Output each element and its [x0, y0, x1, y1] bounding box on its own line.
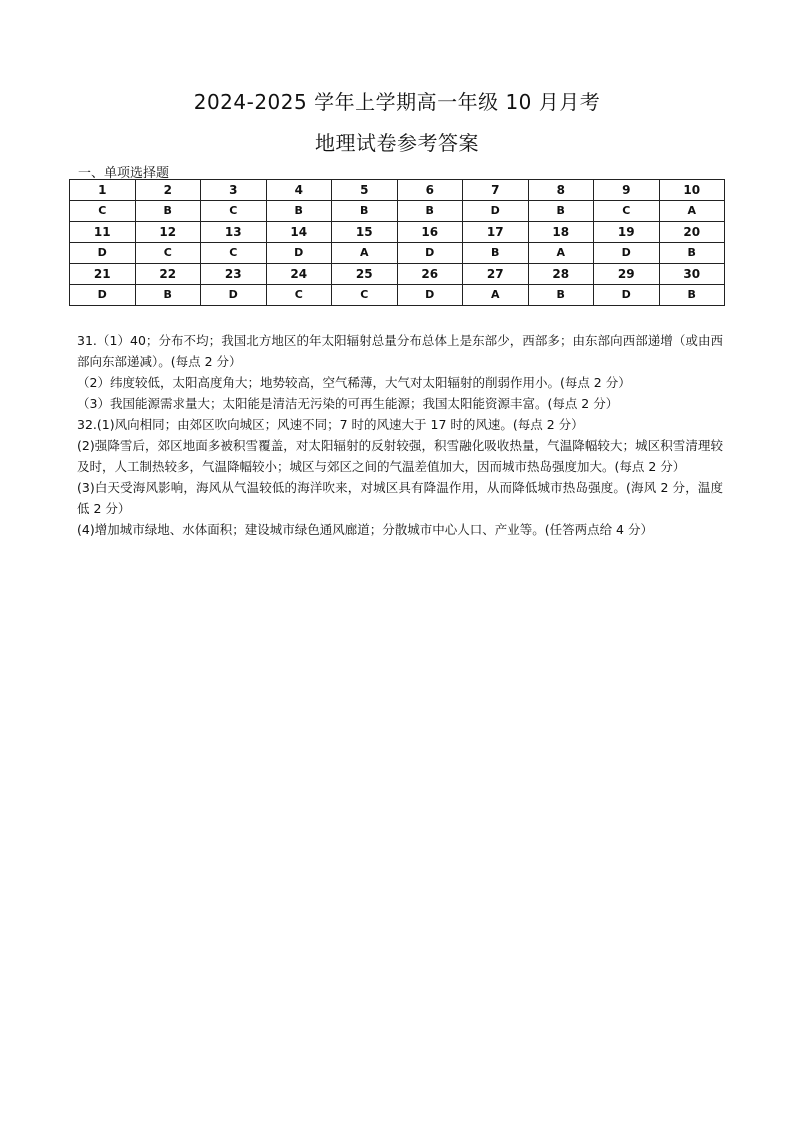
table-row — [70, 201, 725, 222]
table-cell: 18 — [528, 222, 594, 243]
answer-table — [69, 179, 725, 306]
table-row — [70, 180, 725, 201]
table-cell: C — [266, 285, 332, 306]
page-title: 2024-2025 学年上学期高一年级 10 月月考 — [193, 90, 601, 114]
table-cell: 4 — [266, 180, 332, 201]
table-cell: 5 — [332, 180, 398, 201]
table-cell: 26 — [397, 264, 463, 285]
table-cell: B — [397, 201, 463, 222]
table-cell: B — [135, 201, 201, 222]
table-cell: 11 — [70, 222, 136, 243]
table-cell: 25 — [332, 264, 398, 285]
table-cell: A — [659, 201, 725, 222]
table-cell: 9 — [594, 180, 660, 201]
table-row — [70, 243, 725, 264]
answer-paragraph: （3）我国能源需求量大；太阳能是清洁无污染的可再生能源；我国太阳能资源丰富。(每点 2 分） — [77, 396, 619, 411]
table-cell: A — [332, 243, 398, 264]
table-cell: B — [463, 243, 529, 264]
table-cell: 3 — [201, 180, 267, 201]
table-cell: 22 — [135, 264, 201, 285]
table-cell: C — [201, 201, 267, 222]
table-cell: B — [528, 285, 594, 306]
answer-paragraph: (3)白天受海风影响，海风从气温较低的海洋吹来，对城区具有降温作用，从而降低城市热岛强度。(海风 2 分，温度低 2 分） — [77, 480, 723, 516]
table-cell: B — [528, 201, 594, 222]
table-cell: 6 — [397, 180, 463, 201]
table-cell: B — [659, 243, 725, 264]
table-cell: 8 — [528, 180, 594, 201]
table-cell: B — [659, 285, 725, 306]
page-subtitle: 地理试卷参考答案 — [315, 131, 479, 155]
table-cell: 12 — [135, 222, 201, 243]
table-cell: 13 — [201, 222, 267, 243]
table-cell: 28 — [528, 264, 594, 285]
table-cell: D — [70, 285, 136, 306]
table-cell: C — [201, 243, 267, 264]
table-cell: 1 — [70, 180, 136, 201]
table-cell: 30 — [659, 264, 725, 285]
table-cell: A — [528, 243, 594, 264]
table-cell: 7 — [463, 180, 529, 201]
table-cell: D — [201, 285, 267, 306]
table-row — [70, 264, 725, 285]
table-cell: D — [594, 285, 660, 306]
section-heading: 一、单项选择题 — [78, 166, 170, 181]
answer-explanations — [77, 330, 723, 540]
table-cell: 21 — [70, 264, 136, 285]
answer-paragraph: （2）纬度较低，太阳高度角大；地势较高，空气稀薄，大气对太阳辐射的削弱作用小。(每点 2 分） — [77, 375, 631, 390]
table-cell: B — [332, 201, 398, 222]
answer-paragraph: (4)增加城市绿地、水体面积；建设城市绿色通风廊道；分散城市中心人口、产业等。(任答两点给 4 分） — [77, 522, 653, 537]
table-cell: 14 — [266, 222, 332, 243]
table-cell: B — [135, 285, 201, 306]
answer-paragraph: (2)强降雪后，郊区地面多被积雪覆盖，对太阳辐射的反射较强，积雪融化吸收热量，气温降幅较大；城区积雪清理较及时，人工制热较多，气温降幅较小；城区与郊区之间的气温差值加大，因而城市热岛强度加大。(每点 2 分） — [77, 438, 723, 474]
table-cell: 24 — [266, 264, 332, 285]
table-cell: 20 — [659, 222, 725, 243]
table-cell: 2 — [135, 180, 201, 201]
answer-paragraph: 31.（1）40；分布不均；我国北方地区的年太阳辐射总量分布总体上是东部少，西部多；由东部向西部递增（或由西部向东部递减）。(每点 2 分） — [77, 333, 723, 369]
table-cell: C — [135, 243, 201, 264]
table-cell: 27 — [463, 264, 529, 285]
table-cell: D — [463, 201, 529, 222]
table-cell: 17 — [463, 222, 529, 243]
table-cell: 16 — [397, 222, 463, 243]
table-cell: C — [332, 285, 398, 306]
table-cell: D — [397, 285, 463, 306]
table-cell: D — [397, 243, 463, 264]
table-cell: D — [266, 243, 332, 264]
table-cell: 19 — [594, 222, 660, 243]
table-row — [70, 285, 725, 306]
table-cell: 10 — [659, 180, 725, 201]
table-cell: D — [594, 243, 660, 264]
table-row — [70, 222, 725, 243]
table-cell: C — [594, 201, 660, 222]
table-cell: D — [70, 243, 136, 264]
table-cell: 29 — [594, 264, 660, 285]
table-cell: 23 — [201, 264, 267, 285]
answer-paragraph: 32.(1)风向相同；由郊区吹向城区；风速不同；7 时的风速大于 17 时的风速。(每点 2 分） — [77, 417, 584, 432]
table-cell: A — [463, 285, 529, 306]
table-cell: C — [70, 201, 136, 222]
table-cell: B — [266, 201, 332, 222]
table-cell: 15 — [332, 222, 398, 243]
